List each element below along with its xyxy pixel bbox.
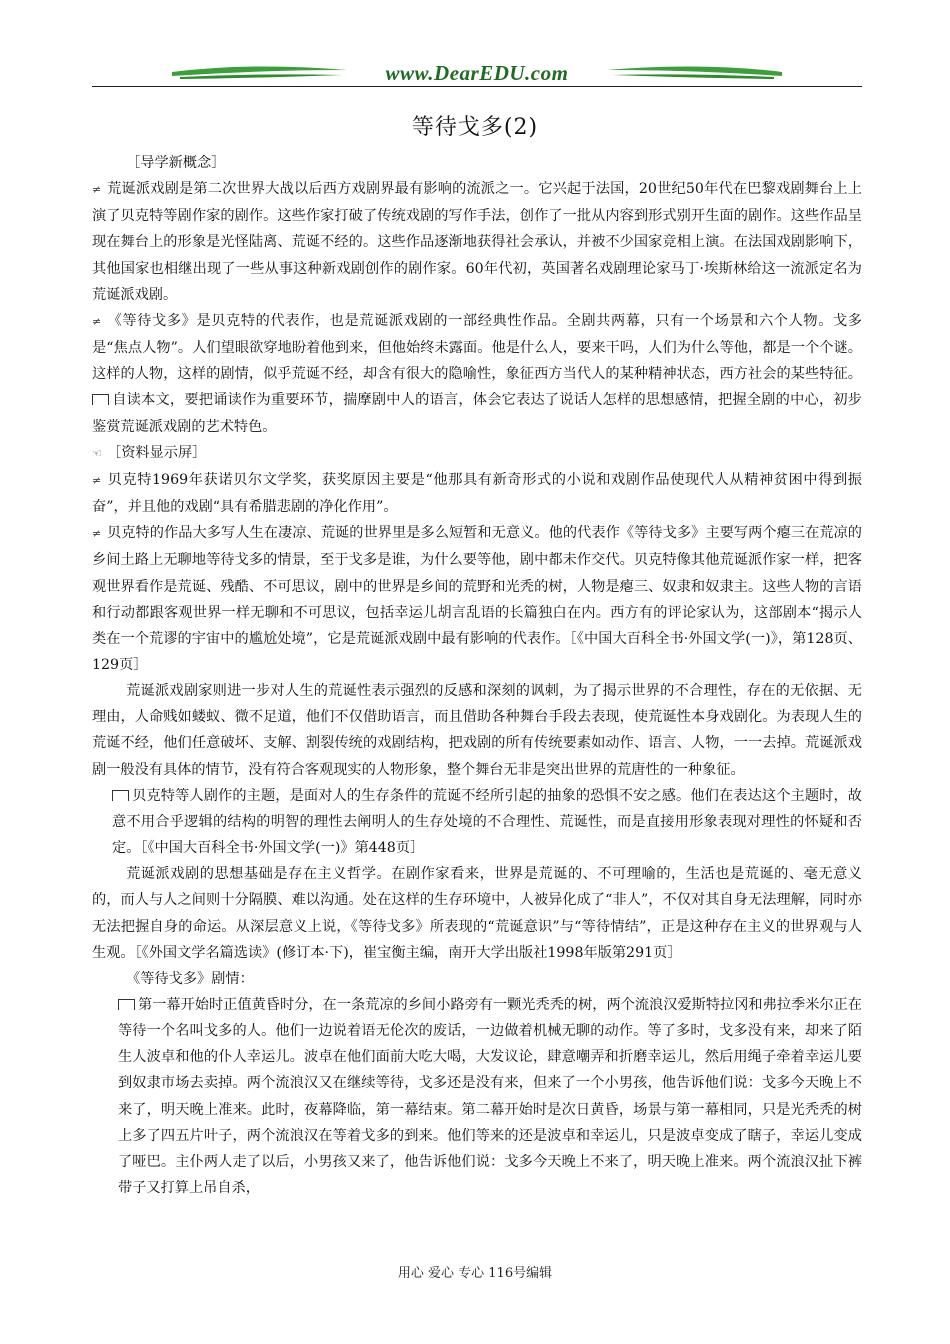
page-footer: 用心 爱心 专心 116号编辑 [397,1266,553,1281]
bullet-icon: ≠ [92,314,102,328]
paragraph: ≠ 贝克特1969年获诺贝尔文学奖，获奖原因主要是“他那具有新奇形式的小说和戏剧作品使现代人从精神贫困中得到振奋”，并且他的戏剧“具有希腊悲剧的净化作用”。 [92,467,862,520]
header-rule [92,86,862,87]
bullet-icon: ≠ [92,473,102,487]
bullet-icon: ≠ [92,183,102,197]
site-logo[interactable]: www.DearEDU.com [385,61,569,85]
paragraph: 荒诞派戏剧家则进一步对人生的荒诞性表示强烈的反感和深刻的讽刺，为了揭示世界的不合理性，存在的无依据、无理由，人命贱如蝼蚁、微不足道，他们不仅借助语言，而且借助各种舞台手段去表现，使荒诞性本身戏剧化。为表现人生的荒诞不经，他们任意破坏、支解、割裂传统的戏剧结构，把戏剧的所有传统要素如动作、语言、人物，一一去掉。荒诞派戏剧一般没有具体的情节，没有符合客观现实的人物形象，整个舞台无非是突出世界的荒唐性的一种象征。 [92,683,862,778]
paragraph: ≠ 贝克特的作品大多写人生在凄凉、荒诞的世界里是多么短暂和无意义。他的代表作《等待戈多》主要写两个瘪三在荒凉的乡间土路上无聊地等待戈多的情景，至于戈多是谁，为什么要等他，剧中都未作交代。贝克特像其他荒诞派作家一样，把客观世界看作是荒诞、残酷、不可思议，剧中的世界是乡间的荒野和光秃的树，人物是瘪三、奴隶和奴隶主。这些人物的言语和行动都跟客观世界一样无聊和不可思议，包括幸运儿胡言乱语的长篇独白在内。西方有的评论家认为，这部剧本“揭示人类在一个荒谬的宇宙中的尴尬处境”，它是荒诞派戏剧中最有影响的代表作。［《中国大百科全书·外国文学(一)》，第128页、129页］ [92,520,862,678]
marker-icon [118,999,135,1010]
paragraph: ≠ 荒诞派戏剧是第二次世界大战以后西方戏剧界最有影响的流派之一。它兴起于法国，20世纪50年代在巴黎戏剧舞台上上演了贝克特等剧作家的剧作。这些作家打破了传统戏剧的写作手法，创作了一批从内容到形式别开生面的剧作。这些作品呈现在舞台上的形象是光怪陆离、荒诞不经的。这些作品逐渐地获得社会承认，并被不少国家竞相上演。在法国戏剧影响下，其他国家也相继出现了一些从事这种新戏剧创作的剧作家。60年代初，英国著名戏剧理论家马丁·埃斯林给这一流派定名为荒诞派戏剧。 [92,176,862,308]
marker-icon [112,790,129,801]
marker-icon [92,394,109,405]
bullet-icon: ≠ [92,527,102,541]
page-title: 等待戈多(2) [411,115,539,140]
paragraph: 荒诞派戏剧的思想基础是存在主义哲学。在剧作家看来，世界是荒诞的、不可理喻的，生活也是荒诞的、毫无意义的，而人与人之间则十分隔膜、难以沟通。处在这样的生存环境中，人被异化成了“非人”，不仅对其自身无法理解，同时亦无法把握自身的命运。从深层意义上说，《等待戈多》所表现的“荒诞意识”与“等待情结”，正是这种存在主义的世界观与人生观。［《外国文学名篇选读》(修订本·下)，崔宝衡主编，南开大学出版社1998年版第291页］ [92,866,862,961]
site-header [92,58,862,88]
paragraph: 第一幕开始时正值黄昏时分，在一条荒凉的乡间小路旁有一颗光秃秃的树，两个流浪汉爱斯特拉冈和弗拉季米尔正在等待一个名叫戈多的人。他们一边说着语无伦次的废话，一边做着机械无聊的动作。等了多时，戈多没有来，却来了陌生人波卓和他的仆人幸运儿。波卓在他们面前大吃大喝，大发议论，肆意嘲弄和折磨幸运儿，然后用绳子牵着幸运儿要到奴隶市场去卖掉。两个流浪汉又在继续等待，戈多还是没有来，但来了一个小男孩，他告诉他们说：戈多今天晚上不来了，明天晚上准来。此时，夜幕降临，第一幕结束。第二幕开始时是次日黄昏，场景与第一幕相同，只是光秃秃的树上多了四五片叶子，两个流浪汉在等着戈多的到来。他们等来的还是波卓和幸运儿，只是波卓变成了瞎子，幸运儿变成了哑巴。主仆两人走了以后，小男孩又来了，他告诉他们说：戈多今天晚上不来了，明天晚上准来。两个流浪汉扯下裤带子又打算上吊自杀， [118,997,862,1197]
section-heading-intro: ［导学新概念］ [126,155,226,171]
paragraph: 贝克特等人剧作的主题，是面对人的生存条件的荒诞不经所引起的抽象的恐惧不安之感。他们在表达这个主题时，故意不用合乎逻辑的结构的明智的理性去阐明人的生存处境的不合理性、荒诞性，而是直接用形象表现对理性的怀疑和否定。［《中国大百科全书·外国文学(一)》第448页］ [112,787,862,857]
section-heading-plot: 《等待戈多》剧情： [126,970,254,987]
document-body [92,150,862,1201]
section-heading-resources: ☜ ［资料显示屏］ [92,440,862,467]
pointing-hand-icon: ☜ [92,446,102,460]
paragraph: ≠ 《等待戈多》是贝克特的代表作，也是荒诞派戏剧的一部经典性作品。全剧共两幕，只有一个场景和六个人物。戈多是“焦点人物”。人们望眼欲穿地盼着他到来，但他始终未露面。他是什么人，要来干吗，人们为什么等他，都是一个个谜。这样的人物，这样的剧情，似乎荒诞不经，却含有很大的隐喻性，象征西方当代人的某种精神状态，西方社会的某些特征。自读本文，要把诵读作为重要环节，揣摩剧中人的语言，体会它表达了说话人怎样的思想感情，把握全剧的中心，初步鉴赏荒诞派戏剧的艺术特色。 [92,308,862,440]
